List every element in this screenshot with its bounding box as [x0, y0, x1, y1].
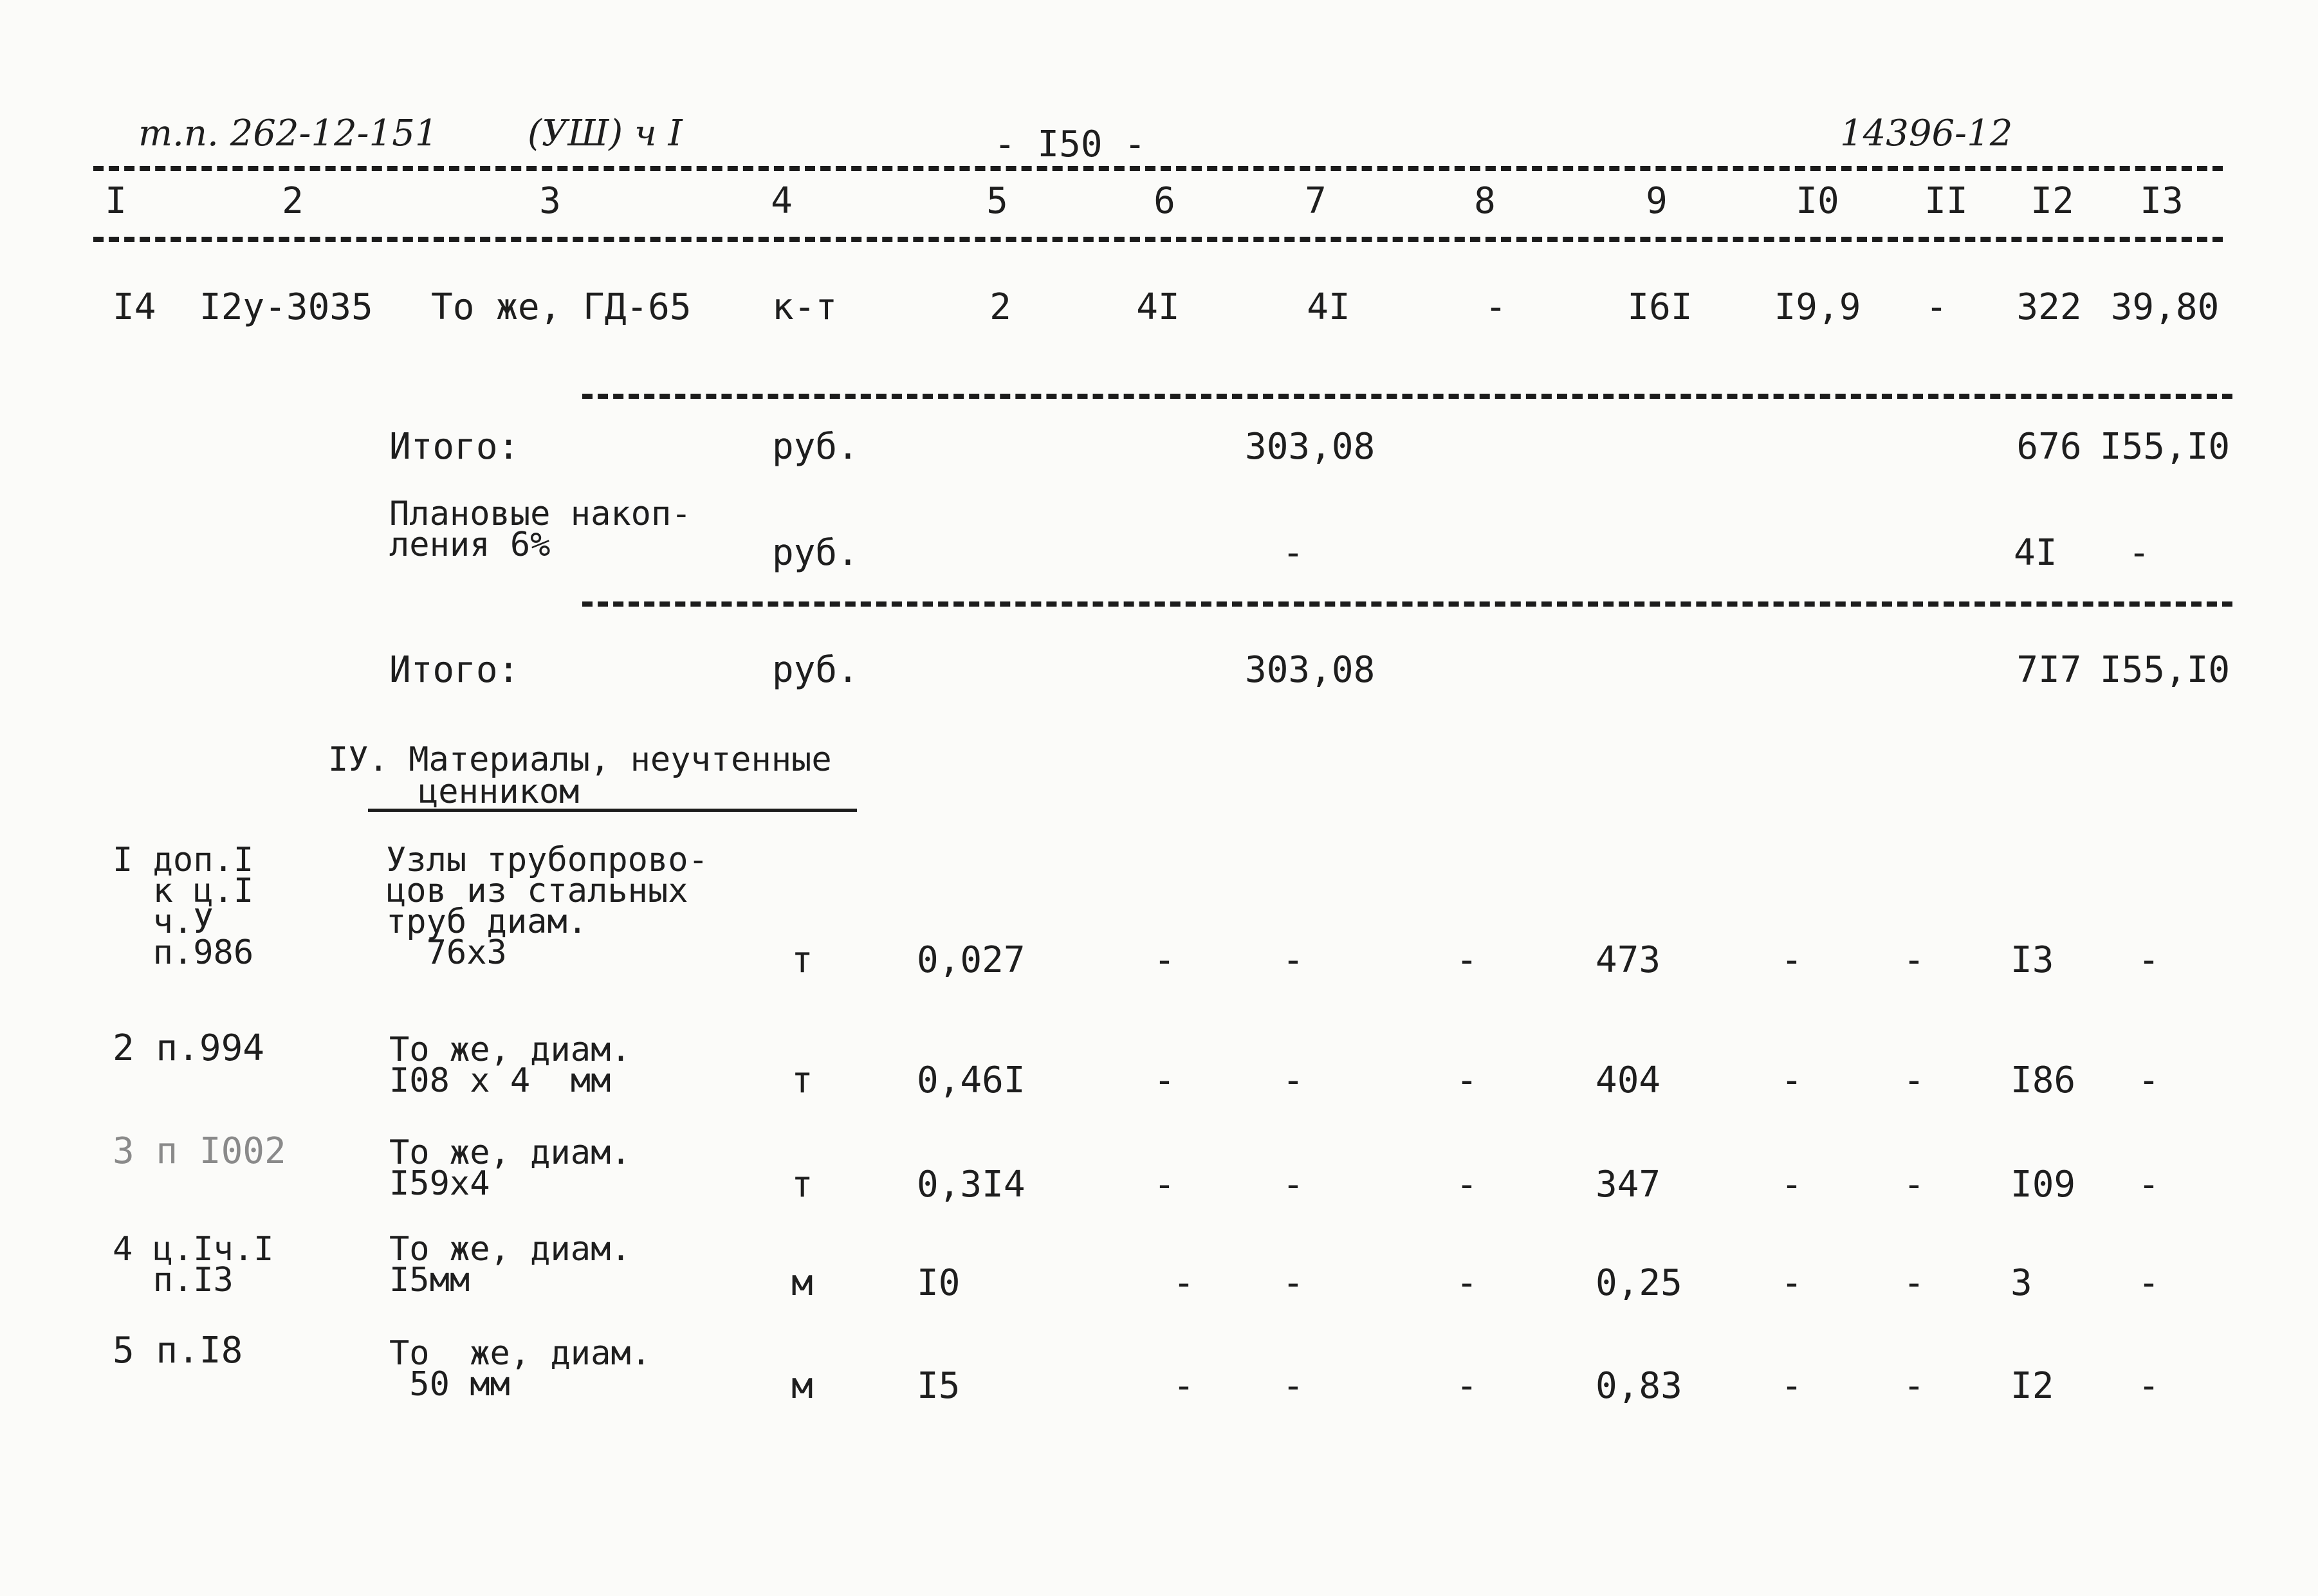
col-header-10: I0 — [1796, 180, 1839, 222]
row-col6: - — [1154, 939, 1175, 981]
row-col13: - — [2138, 939, 2160, 981]
row-col6: - — [1154, 1164, 1175, 1206]
row-ref: 5 п.I8 — [113, 1330, 243, 1371]
header-top-rule — [93, 166, 2223, 171]
col-header-5: 5 — [986, 180, 1008, 222]
header-bottom-rule — [93, 237, 2223, 242]
row-qty: I5 — [917, 1365, 961, 1407]
section-underline — [368, 809, 857, 812]
row-name: Узлы трубопрово- цов из стальных труб диам. 76х3 — [386, 841, 708, 972]
row-col10: - — [1781, 939, 1803, 981]
row-col11: - — [1903, 939, 1925, 981]
total-col7: 303,08 — [1245, 649, 1375, 691]
row-col8: - — [1485, 286, 1507, 328]
row-col13: - — [2138, 1365, 2160, 1407]
row-col10: - — [1781, 1164, 1803, 1206]
row-unit: т — [791, 1164, 813, 1206]
row-name: То же, диам. 50 мм — [389, 1334, 651, 1404]
row-col9: I6I — [1627, 286, 1693, 328]
col-header-6: 6 — [1154, 180, 1175, 222]
row-col6: - — [1154, 1059, 1175, 1101]
col-header-7: 7 — [1305, 180, 1327, 222]
row-ref: 3 п I002 — [113, 1130, 286, 1172]
row-col6: - — [1173, 1365, 1195, 1407]
row-unit: м — [791, 1365, 813, 1407]
col-header-9: 9 — [1646, 180, 1668, 222]
col-header-12: I2 — [2030, 180, 2074, 222]
row-unit: т — [791, 939, 813, 981]
col-header-11: II — [1924, 180, 1968, 222]
total-label: Итого: — [389, 649, 520, 691]
row-col6: 4I — [1136, 286, 1180, 328]
col-header-2: 2 — [282, 180, 304, 222]
total-col12: 7I7 — [2016, 649, 2082, 691]
doc-number: 14396-12 — [1840, 113, 2013, 154]
planned-rule — [582, 601, 2232, 607]
row-name: То же, ГД-65 — [431, 286, 692, 328]
row-col12: I3 — [2010, 939, 2054, 981]
row-qty: 0,3I4 — [917, 1164, 1026, 1206]
row-code: I2у-3035 — [199, 286, 373, 328]
row-col10: - — [1781, 1059, 1803, 1101]
col-header-4: 4 — [771, 180, 793, 222]
row-col12: 322 — [2016, 286, 2082, 328]
row-col11: - — [1903, 1365, 1925, 1407]
row-col7: - — [1282, 1059, 1304, 1101]
doc-ref: т.п. 262-12-151 — [138, 113, 438, 154]
total-col13: I55,I0 — [2099, 426, 2231, 468]
row-col7: - — [1282, 1365, 1304, 1407]
total-col12: 676 — [2016, 426, 2082, 468]
row-name: То же, диам. I08 х 4 мм — [389, 1031, 631, 1100]
row-col8: - — [1456, 1164, 1478, 1206]
row-col12: I09 — [2010, 1164, 2076, 1206]
row-qty: I0 — [917, 1262, 961, 1304]
row-col13: - — [2138, 1059, 2160, 1101]
row-name: То же, диам. I59х4 — [389, 1133, 631, 1203]
row-name: То же, диам. I5мм — [389, 1230, 631, 1299]
row-col7: 4I — [1307, 286, 1350, 328]
row-col7: - — [1282, 939, 1304, 981]
row-qty: 0,46I — [917, 1059, 1026, 1101]
row-col8: - — [1456, 939, 1478, 981]
row-col10: - — [1781, 1262, 1803, 1304]
row-col6: - — [1173, 1262, 1195, 1304]
row-ref: 4 ц.Iч.I п.I3 — [113, 1230, 274, 1299]
row-col10: I9,9 — [1774, 286, 1861, 328]
col-header-13: I3 — [2140, 180, 2184, 222]
row-col11: - — [1926, 286, 1947, 328]
row-col9: 0,83 — [1596, 1365, 1682, 1407]
row-col8: - — [1456, 1262, 1478, 1304]
row-unit: к-т — [772, 286, 838, 328]
row-col11: - — [1903, 1164, 1925, 1206]
row-col7: - — [1282, 1164, 1304, 1206]
col-header-8: 8 — [1474, 180, 1496, 222]
row-col11: - — [1903, 1262, 1925, 1304]
row-col9: 0,25 — [1596, 1262, 1682, 1304]
row-col8: - — [1456, 1365, 1478, 1407]
row-col13: 39,80 — [2110, 286, 2220, 328]
section-title-line2: ценником — [418, 773, 580, 811]
row-col13: - — [2138, 1164, 2160, 1206]
section-title: IУ. Материалы, неучтенные — [328, 740, 832, 779]
row-ref: I доп.I к ц.I ч.У п.986 — [113, 841, 254, 972]
row-col12: I86 — [2010, 1059, 2076, 1101]
total-col7: 303,08 — [1245, 426, 1375, 468]
row-unit: м — [791, 1262, 813, 1304]
row-col10: - — [1781, 1365, 1803, 1407]
row-col9: 404 — [1596, 1059, 1661, 1101]
col-header-3: 3 — [539, 180, 561, 222]
subtotal-rule — [582, 394, 2232, 399]
row-unit: т — [791, 1059, 813, 1101]
total-unit: руб. — [772, 649, 859, 691]
total-unit: руб. — [772, 426, 859, 468]
row-col11: - — [1903, 1059, 1925, 1101]
row-col9: 347 — [1596, 1164, 1661, 1206]
row-col12: I2 — [2010, 1365, 2054, 1407]
total-label: Итого: — [389, 426, 520, 468]
total-col13: I55,I0 — [2099, 649, 2231, 691]
row-col8: - — [1456, 1059, 1478, 1101]
planned-col12: 4I — [2014, 532, 2057, 574]
planned-col13: - — [2128, 532, 2150, 574]
row-ref: 2 п.994 — [113, 1027, 265, 1069]
planned-label: Плановые накоп- ления 6% — [389, 495, 692, 564]
col-header-1: I — [105, 180, 127, 222]
row-qty: 2 — [989, 286, 1011, 328]
doc-part: (УШ) ч I — [528, 113, 683, 154]
row-col9: 473 — [1596, 939, 1661, 981]
planned-unit: руб. — [772, 532, 859, 574]
row-qty: 0,027 — [917, 939, 1026, 981]
row-num: I4 — [113, 286, 156, 328]
row-col13: - — [2138, 1262, 2160, 1304]
page-number: - I50 - — [994, 124, 1146, 165]
planned-col7: - — [1282, 532, 1304, 574]
row-col12: 3 — [2010, 1262, 2032, 1304]
row-col7: - — [1282, 1262, 1304, 1304]
